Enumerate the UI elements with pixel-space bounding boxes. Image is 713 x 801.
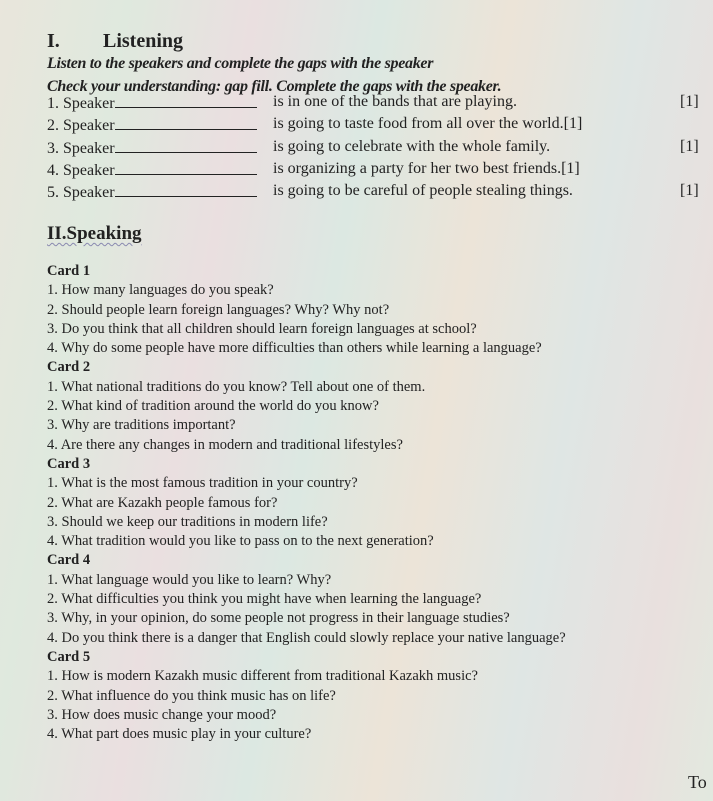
gap-fill-item [47, 182, 257, 202]
card [47, 455, 566, 551]
instruction-2: Check your understanding: gap fill. Complete the gaps with the speaker. [47, 78, 502, 95]
question: 1. How many languages do you speak? [47, 282, 274, 299]
gap-fill-text: is going to be careful of people stealing things. [273, 182, 573, 200]
speaker-label: 1. Speaker [47, 95, 115, 112]
question: 4. What part does music play in your culture? [47, 726, 312, 743]
card-title: Card 2 [47, 359, 91, 376]
gap-fill-text: is going to taste food from all over the world.[1] [273, 115, 583, 133]
question: 3. Why, in your opinion, do some people not progress in their language studies? [47, 610, 510, 627]
gap-fill-text: is going to celebrate with the whole family. [273, 137, 551, 155]
question: 3. How does music change your mood? [47, 706, 277, 723]
question: 2. What kind of tradition around the world do you know? [47, 398, 379, 415]
speaker-label: 4. Speaker [47, 161, 115, 179]
instruction-1: Listen to the speakers and complete the gaps with the speaker [47, 55, 434, 72]
speaker-label: 2. Speaker [47, 117, 115, 135]
question: 3. Why are traditions important? [47, 417, 236, 434]
question: 1. How is modern Kazakh music different from traditional Kazakh music? [47, 668, 478, 685]
answer-blank[interactable] [115, 160, 257, 175]
score-mark: [1] [680, 93, 699, 110]
question: 2. What influence do you think music has on life? [47, 687, 336, 704]
gap-fill-item [47, 138, 257, 158]
card-title: Card 5 [47, 648, 91, 665]
question: 4. Do you think there is a danger that English could slowly replace your native language? [47, 629, 566, 646]
section-number: I. [47, 30, 60, 52]
card [47, 262, 566, 358]
card-title: Card 1 [47, 263, 91, 279]
answer-blank[interactable] [115, 182, 257, 197]
question: 3. Should we keep our traditions in modern life? [47, 513, 328, 530]
speaker-label: 5. Speaker [47, 184, 115, 202]
speaking-cards [47, 262, 566, 744]
question: 1. What is the most famous tradition in your country? [47, 475, 358, 492]
question: 1. What national traditions do you know? Tell about one of them. [47, 378, 426, 395]
card [47, 358, 566, 454]
answer-blank[interactable] [115, 138, 257, 153]
question: 2. What are Kazakh people famous for? [47, 494, 278, 511]
gap-fill-text: is in one of the bands that are playing. [273, 93, 517, 110]
gap-fill-text: is organizing a party for her two best friends.[1] [273, 159, 580, 177]
footer-fragment: To [688, 772, 707, 792]
question: 3. Do you think that all children should learn foreign languages at school? [47, 320, 477, 337]
score-mark: [1] [680, 137, 699, 155]
gap-fill-item [47, 160, 257, 180]
card-title: Card 4 [47, 552, 91, 569]
question: 2. What difficulties you think you might have when learning the language? [47, 591, 482, 608]
question: 4. Why do some people have more difficulties than others while learning a language? [47, 340, 542, 357]
card [47, 648, 566, 744]
question: 1. What language would you like to learn? Why? [47, 571, 332, 588]
card-title: Card 3 [47, 455, 91, 472]
question: 4. Are there any changes in modern and traditional lifestyles? [47, 436, 403, 453]
score-mark: [1] [680, 182, 699, 200]
gap-fill-item [47, 93, 257, 113]
card [47, 551, 566, 647]
question: 4. What tradition would you like to pass on to the next generation? [47, 533, 434, 550]
answer-blank[interactable] [115, 93, 257, 108]
speaker-label: 3. Speaker [47, 139, 115, 157]
section-title-listening: Listening [103, 30, 184, 52]
question: 2. Should people learn foreign languages? Why? Why not? [47, 301, 390, 318]
answer-blank[interactable] [115, 115, 257, 130]
gap-fill-item [47, 115, 257, 135]
section-title-speaking: II.Speaking [47, 223, 142, 244]
